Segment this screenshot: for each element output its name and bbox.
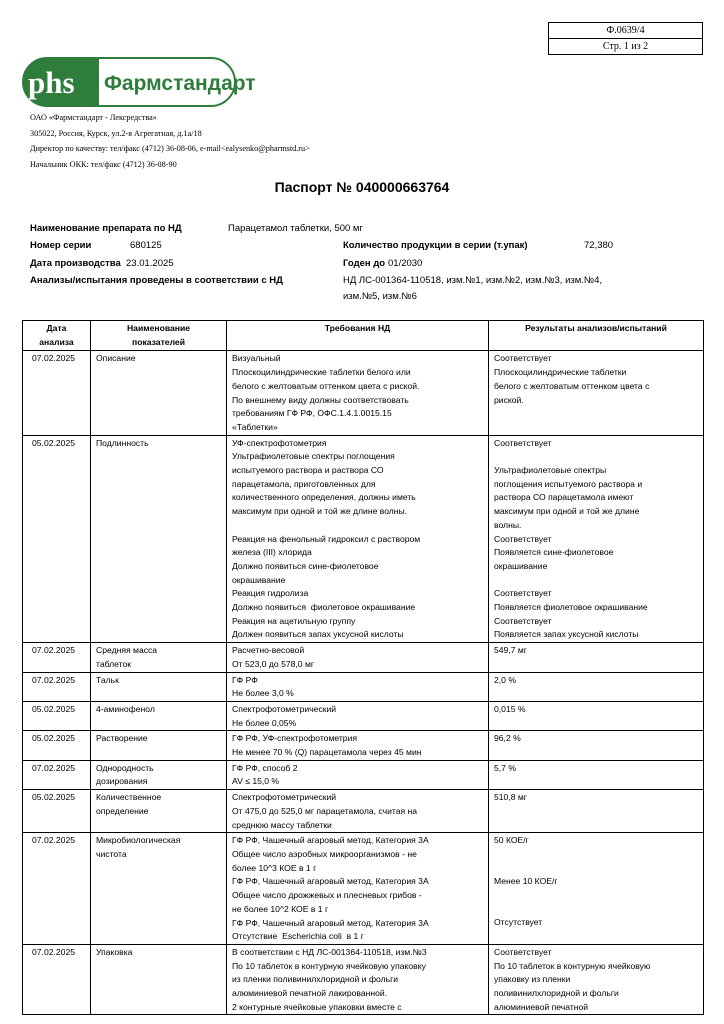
table-row [23, 351, 704, 435]
cell-line: 07.02.2025 [32, 353, 76, 364]
cell-line: Реакция на фенольный гидроксил с раствором [232, 533, 421, 544]
cell-line: УФ-спектрофотометрия [232, 437, 327, 448]
production-date-value: 23.01.2025 [126, 258, 174, 269]
cell-date [23, 672, 91, 701]
cell-line: риской. [494, 394, 524, 405]
drug-label: Наименование препарата по НД [30, 223, 182, 234]
cell-date [23, 351, 91, 435]
cell-requirements [227, 944, 489, 1015]
cell-date [23, 701, 91, 730]
cell-line: Реакция гидролиза [232, 588, 309, 599]
cell-line: Должен появиться запах уксусной кислоты [232, 629, 404, 640]
cell-line: По внешнему виду должны соответствовать [232, 394, 409, 405]
cell-date [23, 833, 91, 945]
table-row [23, 833, 704, 945]
cell-line: По 10 таблеток в контурную ячейковую упаковку [232, 960, 426, 971]
cell-line: 07.02.2025 [32, 645, 76, 656]
cell-indicator [91, 643, 227, 672]
cell-line: По 10 таблеток в контурную ячейковую [494, 960, 651, 971]
cell-line: 05.02.2025 [32, 792, 76, 803]
cell-line: Отсутствует [494, 917, 543, 928]
quantity-value: 72,380 [584, 240, 614, 251]
cell-line: Должно появиться фиолетовое окрашивание [232, 602, 416, 613]
cell-results [489, 435, 704, 643]
cell-requirements [227, 760, 489, 789]
table-row [23, 672, 704, 701]
cell-line: Расчетно-весовой [232, 645, 305, 656]
cell-line: 2 контурные ячейковые упаковки вместе с [232, 1001, 402, 1012]
analysis-table [22, 320, 704, 1015]
series-value: 680125 [130, 240, 162, 251]
cell-requirements [227, 351, 489, 435]
cell-line: 510,8 мг [494, 792, 527, 803]
cell-line: окрашивание [494, 560, 548, 571]
cell-line: алюминиевой печатной лакированной. [232, 988, 388, 999]
cell-line [494, 848, 698, 862]
cell-line: Соответствует [494, 615, 552, 626]
table-row [23, 944, 704, 1015]
cell-line: раствора СО парацетамола имеют [494, 492, 634, 503]
nd-value-line-1: НД ЛС-001364-110518, изм.№1, изм.№2, изм.№3, изм.№4, [343, 275, 603, 286]
cell-line: Тальк [96, 674, 119, 685]
org-address: 305022, Россия, Курск, ул.2-я Агрегатная, д.1а/18 [30, 128, 202, 138]
cell-results [489, 351, 704, 435]
cell-date [23, 435, 91, 643]
cell-line: Соответствует [494, 437, 552, 448]
cell-indicator [91, 701, 227, 730]
cell-indicator [91, 435, 227, 643]
cell-results [489, 731, 704, 760]
pharmstandard-logo [22, 57, 256, 112]
cell-requirements [227, 701, 489, 730]
cell-line: Ультрафиолетовые спектры поглощения [232, 451, 395, 462]
table-row [23, 731, 704, 760]
logo-name: Фармстандарт [104, 72, 256, 95]
cell-line: ГФ РФ, Чашечный агаровый метод, Категория 3А [232, 876, 429, 887]
cell-line: ГФ РФ, Чашечный агаровый метод, Категория 3А [232, 835, 429, 846]
cell-line: Соответствует [494, 588, 552, 599]
cell-line: Менее 10 КОЕ/г [494, 876, 558, 887]
cell-line: Упаковка [96, 946, 133, 957]
cell-results [489, 701, 704, 730]
cell-results [489, 672, 704, 701]
cell-line: Должно появиться сине-фиолетовое [232, 560, 379, 571]
cell-indicator [91, 944, 227, 1015]
header-results: Результаты анализов/испытаний [489, 321, 704, 351]
org-director-contact: Директор по качеству: тел/факс (4712) 36-08-06, e-mail<ealysenko@pharmstd.ru> [30, 144, 310, 153]
expiry-value: 01/2030 [388, 258, 423, 269]
cell-line: Плоскоцилиндрические таблетки белого или [232, 367, 411, 378]
cell-line: 07.02.2025 [32, 762, 76, 773]
cell-line: алюминиевой печатной [494, 1001, 589, 1012]
cell-line: среднюю массу таблетки [232, 819, 332, 830]
page-counter: Стр. 1 из 2 [549, 38, 702, 54]
cell-line: От 475,0 до 525,0 мг парацетамола, считая на [232, 805, 418, 816]
cell-line [494, 862, 698, 876]
org-name: ОАО «Фармстандарт - Лексредства» [30, 113, 157, 122]
cell-line: определение [96, 805, 149, 816]
page-title: Паспорт № 040000663764 [274, 179, 450, 195]
cell-line: окрашивание [232, 574, 286, 585]
cell-results [489, 760, 704, 789]
cell-line: из пленки поливинилхлоридной и фольги [232, 974, 399, 985]
cell-line: поливинилхлоридной и фольги [494, 988, 619, 999]
cell-line: 05.02.2025 [32, 733, 76, 744]
cell-line: Спектрофотометрический [232, 703, 337, 714]
cell-results [489, 944, 704, 1015]
cell-line: Соответствует [494, 353, 552, 364]
header-indicator: Наименование показателей [91, 321, 227, 351]
cell-line: ГФ РФ, Чашечный агаровый метод, Категория 3А [232, 917, 429, 928]
cell-line: Соответствует [494, 946, 552, 957]
table-header-row [23, 321, 704, 351]
cell-indicator [91, 833, 227, 945]
cell-line: ГФ РФ, УФ-спектрофотометрия [232, 733, 358, 744]
cell-line: 07.02.2025 [32, 946, 76, 957]
cell-line: Не более 0,05% [232, 717, 297, 728]
cell-line: Описание [96, 353, 136, 364]
cell-line: не более 10^2 КОЕ в 1 г [232, 903, 329, 914]
cell-indicator [91, 760, 227, 789]
cell-date [23, 944, 91, 1015]
table-row [23, 435, 704, 643]
cell-line: Появляется запах уксусной кислоты [494, 629, 639, 640]
cell-line: ГФ РФ [232, 674, 258, 685]
cell-line: таблеток [96, 658, 132, 669]
cell-indicator [91, 790, 227, 833]
cell-line: Спектрофотометрический [232, 792, 337, 803]
cell-line: Плоскоцилиндрические таблетки [494, 367, 627, 378]
cell-line: Количественное [96, 792, 162, 803]
cell-line: Общее число дрожжевых и плесневых грибов - [232, 890, 422, 901]
cell-line: 4-аминофенол [96, 703, 155, 714]
cell-line: железа (III) хлорида [232, 547, 312, 558]
cell-line: 05.02.2025 [32, 703, 76, 714]
cell-line: 2,0 % [494, 674, 516, 685]
nd-label: Анализы/испытания проведены в соответствии с НД [30, 275, 283, 286]
cell-line: Средняя масса [96, 645, 158, 656]
cell-line [232, 519, 483, 533]
cell-line: Растворение [96, 733, 148, 744]
cell-line: требованиям ГФ РФ, ОФС.1.4.1.0015.15 [232, 408, 392, 419]
cell-line: количественного определения, должны иметь [232, 492, 416, 503]
cell-line: Ультрафиолетовые спектры [494, 465, 607, 476]
cell-line: Появляется фиолетовое окрашивание [494, 602, 648, 613]
table-row [23, 790, 704, 833]
cell-line: 05.02.2025 [32, 437, 76, 448]
cell-line: 50 КОЕ/г [494, 835, 529, 846]
cell-indicator [91, 672, 227, 701]
cell-indicator [91, 731, 227, 760]
expiry-label: Годен до [343, 258, 386, 269]
cell-line [494, 450, 698, 464]
cell-line: Визуальный [232, 353, 281, 364]
cell-line: поглощения испытуемого раствора и [494, 478, 643, 489]
cell-requirements [227, 672, 489, 701]
cell-line: 5,7 % [494, 762, 516, 773]
form-code-box [548, 22, 703, 55]
cell-line [494, 889, 698, 903]
cell-line: 96,2 % [494, 733, 521, 744]
cell-date [23, 731, 91, 760]
cell-date [23, 760, 91, 789]
cell-results [489, 833, 704, 945]
header-requirements: Требования НД [227, 321, 489, 351]
org-qc-contact: Начальник ОКК: тел/факс (4712) 36-08-90 [30, 159, 177, 169]
series-label: Номер серии [30, 240, 92, 251]
cell-line: 07.02.2025 [32, 674, 76, 685]
cell-line: испытуемого раствора и раствора СО [232, 465, 384, 476]
cell-date [23, 643, 91, 672]
cell-line: Соответствует [494, 533, 552, 544]
cell-line: максимум при одной и той же длине волны. [232, 506, 408, 517]
cell-line: максимум при одной и той же длине [494, 506, 640, 517]
cell-line: 549,7 мг [494, 645, 527, 656]
header-date: Дата анализа [23, 321, 91, 351]
cell-results [489, 790, 704, 833]
cell-results [489, 643, 704, 672]
cell-line: Появляется сине-фиолетовое [494, 547, 614, 558]
cell-line: белого с желтоватым оттенком цвета с риской. [232, 380, 420, 391]
table-row [23, 701, 704, 730]
cell-line: «Таблетки» [232, 421, 278, 432]
cell-line [494, 574, 698, 588]
table-row [23, 643, 704, 672]
cell-requirements [227, 435, 489, 643]
organization-info [30, 110, 310, 172]
cell-line: Не менее 70 % (Q) парацетамола через 45 мин [232, 747, 422, 758]
cell-line: упаковку из пленки [494, 974, 571, 985]
cell-line: дозирования [96, 776, 148, 787]
cell-line: AV ≤ 15,0 % [232, 776, 280, 787]
quantity-label: Количество продукции в серии (т.упак) [343, 240, 528, 251]
cell-line: Подлинность [96, 437, 149, 448]
cell-date [23, 790, 91, 833]
cell-line [494, 903, 698, 917]
cell-line: Микробиологическая [96, 835, 181, 846]
table-row [23, 760, 704, 789]
cell-line: волны. [494, 519, 522, 530]
cell-line: От 523,0 до 578,0 мг [232, 658, 315, 669]
cell-indicator [91, 351, 227, 435]
nd-value-line-2: изм.№5, изм.№6 [343, 291, 417, 302]
production-date-label: Дата производства [30, 258, 121, 269]
cell-line: белого с желтоватым оттенком цвета с [494, 380, 650, 391]
cell-line: более 10^3 КОЕ в 1 г [232, 862, 317, 873]
cell-line: 0,015 % [494, 703, 526, 714]
cell-requirements [227, 731, 489, 760]
cell-requirements [227, 643, 489, 672]
cell-line: Не более 3,0 % [232, 688, 294, 699]
cell-line: парацетамола, приготовленных для [232, 478, 376, 489]
form-code: Ф.0639/4 [606, 25, 645, 36]
logo-mark: phs [28, 65, 75, 100]
cell-line: Реакция на ацетильную группу [232, 615, 356, 626]
drug-value: Парацетамол таблетки, 500 мг [228, 223, 363, 234]
cell-requirements [227, 790, 489, 833]
cell-line: Однородность [96, 762, 154, 773]
cell-requirements [227, 833, 489, 945]
cell-line: Отсутствие Escherichia coli в 1 г [232, 931, 364, 942]
cell-line: 07.02.2025 [32, 835, 76, 846]
cell-line: ГФ РФ, способ 2 [232, 762, 298, 773]
cell-line: В соответствии с НД ЛС-001364-110518, изм.№3 [232, 946, 427, 957]
cell-line: Общее число аэробных микроорганизмов - не [232, 849, 417, 859]
cell-line: чистота [96, 849, 127, 859]
